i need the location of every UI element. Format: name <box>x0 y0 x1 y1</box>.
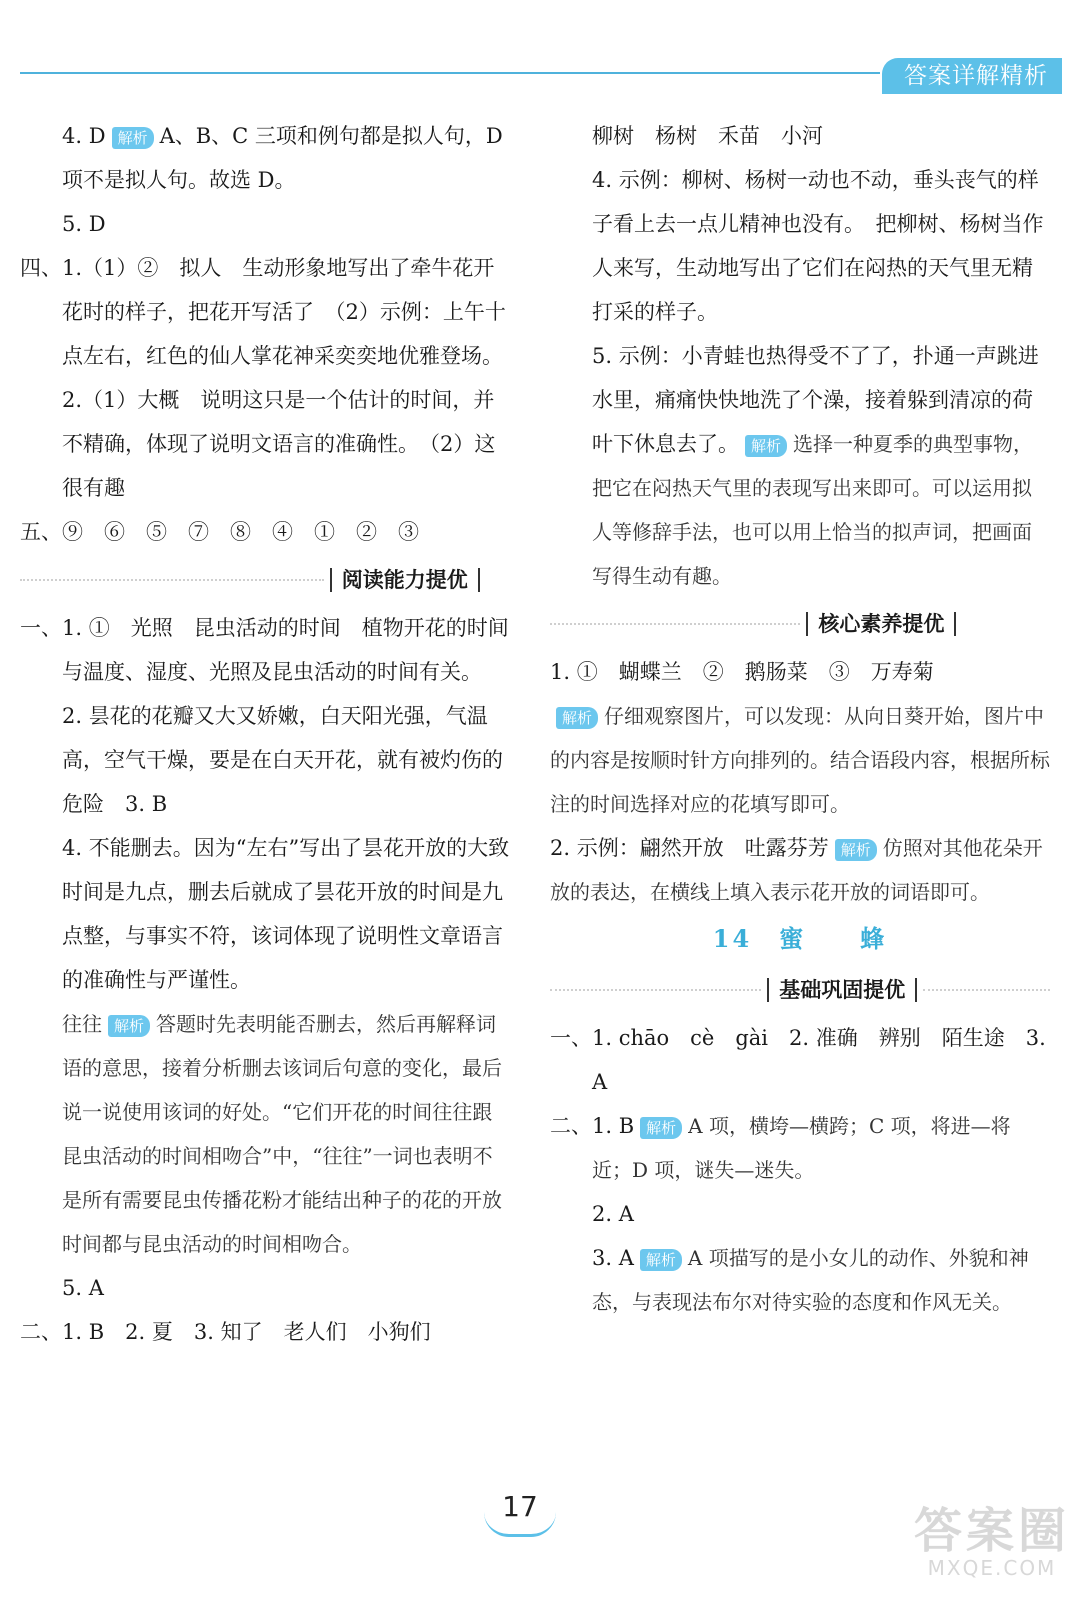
section-label: 核心素养提优 <box>806 612 956 636</box>
answer-r5 <box>550 334 1050 598</box>
dotted-rule <box>923 989 1050 991</box>
section-heading-core <box>550 598 1050 650</box>
left-column <box>20 114 510 1354</box>
page-number-text: 17 <box>502 1490 538 1523</box>
answer-num: 二、1. B <box>550 1114 635 1138</box>
answer-r4: 4. 示例：柳树、杨树一动也不动，垂头丧气的样子看上去一点儿精神也没有。 把柳树、杨树当作人来写，生动地写出了它们在闷热的天气里无精打采的样子。 <box>592 168 1044 324</box>
analysis-badge: 解析 <box>112 127 154 149</box>
basic-answer-3: 2. A <box>592 1202 634 1226</box>
answer-four-2: 2.（1）大概 说明这只是一个估计的时间，并不精确，体现了说明文语言的准确性。 （2）这很有趣 <box>62 388 496 500</box>
reading-answer-5: 5. A <box>62 1276 104 1300</box>
answer-num: 3. A <box>592 1246 634 1270</box>
answer-expl: A 项描写的是小女儿的动作、外貌和神态，与表现法布尔对待实验的态度和作风无关。 <box>592 1246 1029 1314</box>
answer-five: 五、⑨ ⑥ ⑤ ⑦ ⑧ ④ ① ② ③ <box>20 520 419 544</box>
core-answer-1-analysis <box>550 694 1050 826</box>
answer-continued: 柳树 杨树 禾苗 小河 <box>592 124 823 148</box>
reading-answer-2: 2. 昙花的花瓣又大又娇嫩，白天阳光强，气温高，空气干燥，要是在白天开花，就有被灼伤的危险 3. B <box>62 704 503 816</box>
basic-answer-4 <box>550 1236 1050 1324</box>
analysis-badge: 解析 <box>108 1015 150 1037</box>
answer-four-1: 四、1.（1）② 拟人 生动形象地写出了牵牛花开花时的样子，把花开写活了 （2）示例：上午十点左右，红色的仙人掌花神采奕奕地优雅登场。 <box>20 256 506 368</box>
watermark-line1: 答案圈 <box>913 1503 1070 1559</box>
answer-expl: 选择一种夏季的典型事物，把它在闷热天气里的表现写出来即可。可以运用拟人等修辞手法，也可以用上恰当的拟声词，把画面写得生动有趣。 <box>592 432 1034 588</box>
answer-expl: 仿照对其他花朵开放的表达，在横线上填入表示花开放的词语即可。 <box>550 836 1043 904</box>
header-rule <box>20 72 880 74</box>
answer-expl: A、B、C 三项和例句都是拟人句，D 项不是拟人句。故选 D。 <box>62 124 503 192</box>
answer-num: 4. D <box>62 124 106 148</box>
watermark-line2: MXQE.COM <box>927 1556 1057 1580</box>
reading-answer-two: 二、1. B 2. 夏 3. 知了 老人们 小狗们 <box>20 1320 431 1344</box>
answer-expl: 答题时先表明能否删去，然后再解释词语的意思，接着分析删去该词后句意的变化，最后说一说使用该词的好处。“它们开花的时间往往跟昆虫活动的时间相吻合”中，“往往”一词也表明不是所有需要昆虫传播花粉才能结出种子的花的开放时间都与昆虫活动的时间相吻合。 <box>62 1012 502 1256</box>
analysis-badge: 解析 <box>556 707 598 729</box>
dotted-rule <box>550 623 800 625</box>
core-answer-2 <box>550 826 1050 914</box>
answer-expl: 仔细观察图片，可以发现：从向日葵开始，图片中的内容是按顺时针方向排列的。结合语段内容，根据所标注的时间选择对应的花填写即可。 <box>550 704 1050 816</box>
basic-answer-2 <box>550 1104 1050 1192</box>
answer-q5: 5. D <box>62 212 106 236</box>
reading-answer-4-analysis <box>20 1002 510 1266</box>
section-label: 阅读能力提优 <box>330 568 480 592</box>
answer-num: 往往 <box>62 1012 102 1036</box>
section-heading-reading <box>20 554 510 606</box>
dotted-rule <box>20 579 324 581</box>
page-number <box>480 1490 560 1523</box>
right-column <box>550 114 1050 1324</box>
header-tab: 答案详解精析 <box>882 58 1062 94</box>
answer-text: 5. 示例：小青蛙也热得受不了了，扑通一声跳进水里，痛痛快快地洗了个澡，接着躲到清凉的荷叶下休息去了。 <box>592 344 1039 456</box>
answer-text: 2. 示例：翩然开放 吐露芬芳 <box>550 836 829 860</box>
answer-q4 <box>20 114 510 202</box>
dotted-rule <box>550 989 761 991</box>
reading-answer-1: 一、1. ① 光照 昆虫活动的时间 植物开花的时间与温度、湿度、光照及昆虫活动的时间有关。 <box>20 616 509 684</box>
page-number-arc <box>484 1512 556 1537</box>
basic-answer-1: 一、1. chāo cè gài 2. 准确 辨别 陌生途 3. A <box>550 1026 1046 1094</box>
reading-answer-4: 4. 不能删去。因为“左右”写出了昙花开放的大致时间是九点，删去后就成了昙花开放的时间是九点整，与事实不符，该词体现了说明性文章语言的准确性与严谨性。 <box>62 836 510 992</box>
analysis-badge: 解析 <box>640 1117 682 1139</box>
section-heading-basic <box>550 964 1050 1016</box>
section-label: 基础巩固提优 <box>767 978 917 1002</box>
watermark-logo <box>913 1503 1070 1580</box>
core-answer-1: 1. ① 蝴蝶兰 ② 鹅肠菜 ③ 万寿菊 <box>550 660 934 684</box>
answer-expl: A 项，横垮—横跨；C 项，将进—将近；D 项，谜失—迷失。 <box>592 1114 1011 1182</box>
analysis-badge: 解析 <box>640 1249 682 1271</box>
lesson-title: 14 蜜 蜂 <box>712 924 888 953</box>
analysis-badge: 解析 <box>835 839 877 861</box>
analysis-badge: 解析 <box>745 435 787 457</box>
